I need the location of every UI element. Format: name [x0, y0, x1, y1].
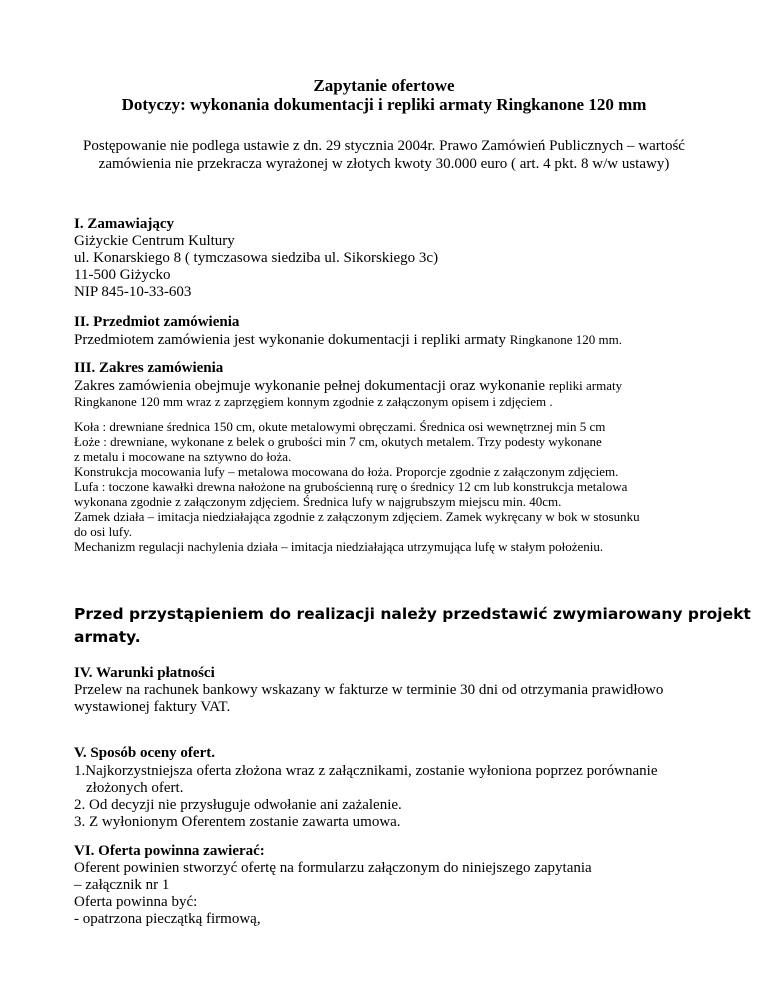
section-4-heading: IV. Warunki płatności	[74, 665, 215, 681]
section-3-heading: III. Zakres zamówienia	[74, 360, 224, 376]
spec-line: Konstrukcja mocowania lufy – metalowa mocowana do łoża. Proporcje zgodnie z załączonym zdjęciem.	[74, 464, 619, 479]
section-4-line: wystawionej faktury VAT.	[74, 699, 231, 715]
spec-line: do osi lufy.	[74, 524, 133, 539]
section-2-text-small: Ringkanone 120 mm.	[509, 332, 622, 347]
section-5-heading: V. Sposób oceny ofert.	[74, 745, 215, 761]
document-subtitle: Dotyczy: wykonania dokumentacji i repliki armaty Ringkanone 120 mm	[121, 95, 647, 114]
notice-line-1: Przed przystąpieniem do realizacji należy przedstawić zwymiarowany projekt	[74, 605, 751, 623]
spec-line: Łoże : drewniane, wykonane z belek o grubości min 7 cm, okutych metalem. Trzy podesty wykonane	[74, 434, 602, 449]
section-1-line: 11-500 Giżycko	[74, 267, 171, 283]
section-6-line: – załącznik nr 1	[74, 877, 170, 893]
section-2-text	[74, 331, 622, 349]
section-6-line: Oferta powinna być:	[74, 894, 198, 910]
document-title: Zapytanie ofertowe	[313, 76, 455, 95]
intro-line-2: zamówienia nie przekracza wyrażonej w złotych kwoty 30.000 euro ( art. 4 pkt. 8 w/w ustawy)	[98, 156, 670, 172]
section-6-heading: VI. Oferta powinna zawierać:	[74, 843, 265, 859]
intro-line-1: Postępowanie nie podlega ustawie z dn. 29 stycznia 2004r. Prawo Zamówień Publicznych – wartość	[83, 138, 685, 154]
section-1-line: Giżyckie Centrum Kultury	[74, 233, 235, 249]
spec-line: Mechanizm regulacji nachylenia działa – imitacja niedziałająca utrzymująca lufę w stałym położeniu.	[74, 539, 604, 554]
spec-line: wykonana zgodnie z załączonym zdjęciem. Średnica lufy w najgrubszym miejscu min. 40cm.	[74, 494, 562, 509]
section-1-line: NIP 845-10-33-603	[74, 284, 192, 300]
section-3-line-small: repliki armaty	[548, 378, 623, 393]
section-5-line: 2. Od decyzji nie przysługuje odwołanie ani zażalenie.	[74, 797, 402, 813]
section-5-line: 3. Z wyłonionym Oferentem zostanie zawarta umowa.	[74, 814, 401, 830]
section-1-heading: I. Zamawiający	[74, 216, 174, 232]
spec-line: z metalu i mocowane na sztywno do łoża.	[74, 449, 292, 464]
section-6-line: Oferent powinien stworzyć ofertę na formularzu załączonym do niniejszego zapytania	[74, 860, 592, 876]
section-5-line: 1.Najkorzystniejsza oferta złożona wraz z załącznikami, zostanie wyłoniona poprzez porównanie	[74, 763, 658, 779]
section-4-line: Przelew na rachunek bankowy wskazany w fakturze w terminie 30 dni od otrzymania prawidłowo	[74, 682, 664, 698]
section-5-line: złożonych ofert.	[86, 780, 184, 796]
section-1-line: ul. Konarskiego 8 ( tymczasowa siedziba ul. Sikorskiego 3c)	[74, 250, 439, 266]
spec-line: Zamek działa – imitacja niedziałająca zgodnie z załączonym zdjęciem. Zamek wykręcany w bok w stosunku	[74, 509, 640, 524]
section-2-text-main: Przedmiotem zamówienia jest wykonanie dokumentacji i repliki armaty	[74, 332, 510, 348]
section-3-line: Ringkanone 120 mm wraz z zaprzęgiem konnym zgodnie z załączonym opisem i zdjęciem .	[74, 394, 553, 409]
section-2-heading: II. Przedmiot zamówienia	[74, 314, 240, 330]
section-6-line: - opatrzona pieczątką firmową,	[74, 911, 261, 927]
section-3-line	[74, 377, 622, 395]
spec-line: Koła : drewniane średnica 150 cm, okute metalowymi obręczami. Średnica osi wewnętrznej min 5 cm	[74, 419, 606, 434]
section-3-line-main: Zakres zamówienia obejmuje wykonanie pełnej dokumentacji oraz wykonanie	[74, 378, 549, 394]
notice-line-2: armaty.	[74, 628, 141, 646]
spec-line: Lufa : toczone kawałki drewna nałożone na grubościenną rurę o średnicy 12 cm lub konstrukcja metalowa	[74, 479, 628, 494]
